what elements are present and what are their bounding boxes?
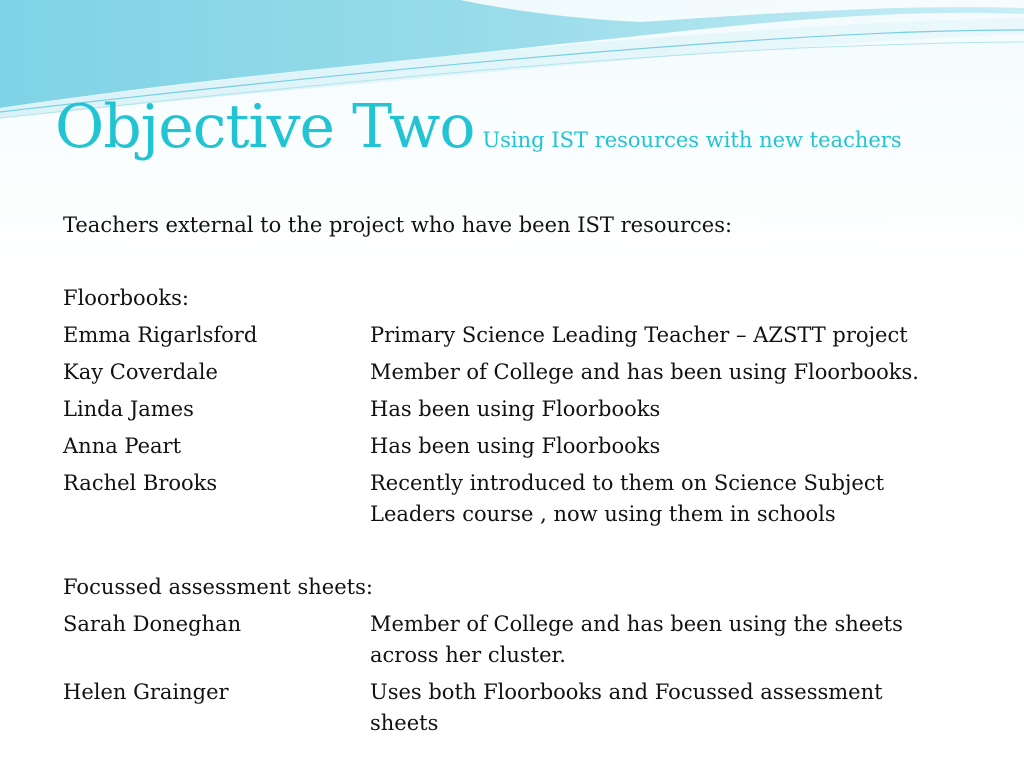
list-item (63, 320, 963, 351)
teacher-description: Has been using Floorbooks (370, 434, 661, 458)
slide-subtitle: Using IST resources with new teachers (482, 128, 902, 152)
teacher-description: Member of College and has been using Floorbooks. (370, 360, 919, 384)
list-item (63, 677, 963, 739)
teacher-name: Rachel Brooks (63, 471, 218, 495)
teacher-description: Member of College and has been using the sheets across her cluster. (370, 612, 903, 667)
teacher-description: Recently introduced to them on Science Subject Leaders course , now using them in schools (370, 471, 885, 526)
group-heading-floorbooks: Floorbooks: (63, 286, 189, 310)
teacher-name: Emma Rigarlsford (63, 323, 258, 347)
teacher-name: Anna Peart (63, 434, 182, 458)
teacher-description: Has been using Floorbooks (370, 397, 661, 421)
list-item (63, 609, 963, 671)
list-item (63, 431, 963, 462)
title-row (55, 92, 902, 162)
slide-content (63, 210, 963, 745)
list-item (63, 394, 963, 425)
list-item (63, 357, 963, 388)
teacher-name: Sarah Doneghan (63, 612, 242, 636)
intro-text: Teachers external to the project who have been IST resources: (63, 213, 733, 237)
group-heading-assessment-sheets: Focussed assessment sheets: (63, 575, 373, 599)
slide-title: Objective Two (55, 92, 475, 162)
teacher-name: Helen Grainger (63, 680, 229, 704)
teacher-description: Primary Science Leading Teacher – AZSTT project (370, 323, 908, 347)
teacher-name: Kay Coverdale (63, 360, 218, 384)
teacher-name: Linda James (63, 397, 194, 421)
teacher-description: Uses both Floorbooks and Focussed assessment sheets (370, 680, 883, 735)
list-item (63, 468, 963, 530)
group-spacer (63, 536, 963, 572)
